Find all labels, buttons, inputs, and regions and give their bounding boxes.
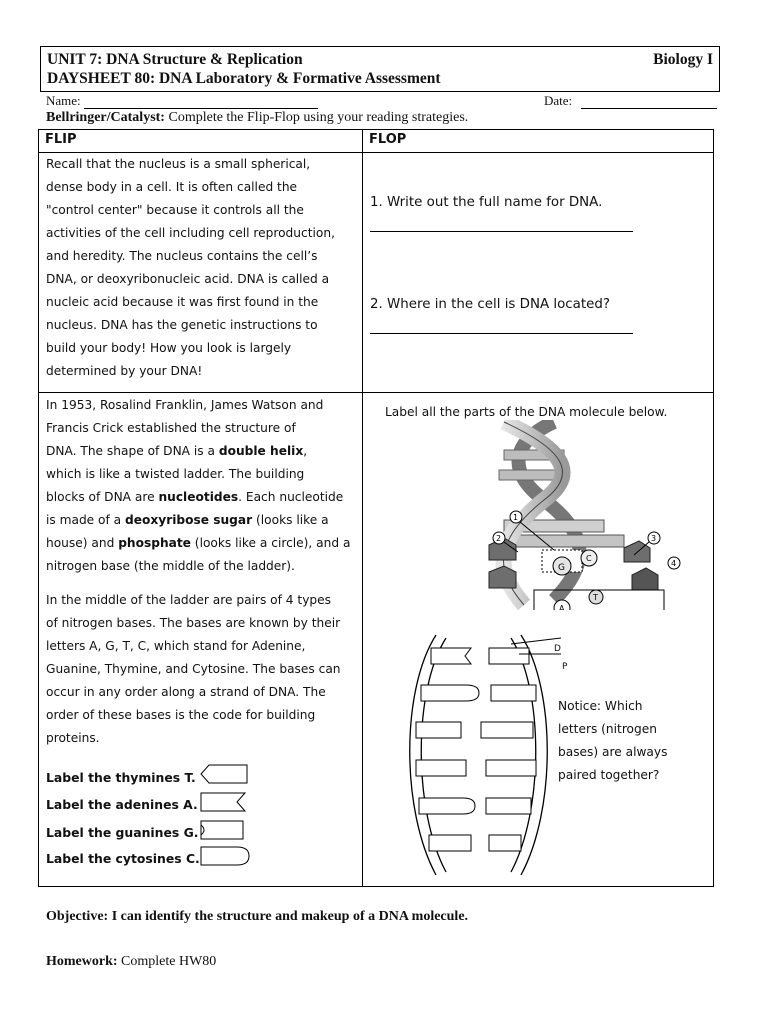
text-run: . Each nucleotide — [238, 490, 344, 504]
flip-paragraph-bases — [46, 589, 341, 750]
text-line: dense body in a cell. It is often called the — [46, 180, 298, 194]
text-line: nitrogen base (the middle of the ladder). — [46, 559, 295, 573]
flip-heading: FLIP — [45, 132, 77, 147]
base-label-a: A — [559, 604, 565, 610]
keyword-phosphate: phosphate — [118, 536, 191, 550]
date-label: Date: — [544, 93, 573, 108]
cytosine-shape-icon — [199, 845, 253, 867]
homework-label: Homework: — [46, 954, 118, 969]
text-line: Recall that the nucleus is a small spherical, — [46, 157, 311, 171]
name-blank[interactable] — [84, 108, 318, 109]
objective: Objective: I can identify the structure and makeup of a DNA molecule. — [46, 909, 469, 924]
text-line: In 1953, Rosalind Franklin, James Watson and — [46, 398, 324, 412]
dna-ladder-diagram — [391, 630, 566, 880]
header-box — [40, 46, 720, 92]
flip-paragraph-structure — [46, 394, 350, 578]
text-run: DNA. The shape of DNA is a — [46, 444, 219, 458]
text-line: letters A, G, T, C, which stand for Adenine, — [46, 639, 306, 653]
label-adenines: Label the adenines A. — [46, 797, 198, 812]
unit-title: UNIT 7: DNA Structure & Replication — [47, 51, 303, 68]
text-line: order of these bases is the code for building — [46, 708, 316, 722]
adenine-shape-icon — [199, 791, 249, 813]
text-run: blocks of DNA are — [46, 490, 159, 504]
keyword-deoxyribose-sugar: deoxyribose sugar — [125, 513, 253, 527]
text-line: build your body! How you look is largely — [46, 341, 292, 355]
course-name: Biology I — [653, 51, 713, 68]
text-line: of nitrogen bases. The bases are known by their — [46, 616, 341, 630]
thymine-shape-icon — [199, 763, 249, 785]
bellringer-label: Bellringer/Catalyst: — [46, 110, 165, 125]
label-thymines: Label the thymines T. — [46, 770, 196, 785]
text-line: which is like a twisted ladder. The building — [46, 467, 305, 481]
text-line: and heredity. The nucleus contains the cell’s — [46, 249, 318, 263]
text-run: (looks like a circle), and a — [190, 536, 351, 550]
guanine-shape-icon — [199, 819, 249, 841]
text-line: bases) are always — [558, 745, 668, 759]
notice-text — [558, 695, 667, 787]
diagram-instruction: Label all the parts of the DNA molecule below. — [385, 405, 668, 419]
homework — [46, 954, 216, 970]
text-line: Francis Crick established the structure of — [46, 421, 296, 435]
bellringer — [46, 110, 468, 126]
text-line: In the middle of the ladder are pairs of 4 types — [46, 593, 331, 607]
name-label: Name: — [46, 93, 81, 108]
callout-2: 2 — [496, 534, 502, 543]
text-line: paired together? — [558, 768, 660, 782]
column-divider — [362, 130, 363, 886]
text-line — [46, 532, 350, 555]
homework-text: Complete HW80 — [121, 954, 217, 969]
question-1: 1. Write out the full name for DNA. — [370, 195, 603, 210]
text-line: DNA, or deoxyribonucleic acid. DNA is called a — [46, 272, 330, 286]
label-guanines: Label the guanines G. — [46, 825, 199, 840]
text-line — [46, 486, 350, 509]
base-label-t: T — [593, 593, 598, 602]
text-line: occur in any order along a strand of DNA. The — [46, 685, 326, 699]
flip-paragraph-nucleus — [46, 153, 335, 383]
text-line: Notice: Which — [558, 699, 643, 713]
keyword-double-helix: double helix — [218, 444, 304, 458]
bellringer-text: Complete the Flip-Flop using your reading strategies. — [168, 110, 469, 125]
daysheet-title: DAYSHEET 80: DNA Laboratory & Formative Assessment — [47, 70, 441, 87]
text-line — [46, 509, 350, 532]
question-2: 2. Where in the cell is DNA located? — [370, 297, 610, 312]
date-blank[interactable] — [581, 108, 717, 109]
text-line: determined by your DNA! — [46, 364, 203, 378]
label-cytosines: Label the cytosines C. — [46, 851, 200, 866]
base-label-c: C — [586, 554, 592, 563]
text-line: activities of the cell including cell reproduction, — [46, 226, 335, 240]
text-run: , — [303, 444, 308, 458]
text-run: is made of a — [46, 513, 126, 527]
text-line: proteins. — [46, 731, 100, 745]
diagram-callouts — [444, 500, 684, 570]
side-label-p: P — [562, 662, 568, 672]
text-run: house) and — [46, 536, 119, 550]
text-line: letters (nitrogen — [558, 722, 657, 736]
text-line: nucleic acid because it was first found in the — [46, 295, 319, 309]
callout-1: 1 — [513, 513, 519, 522]
callout-4: 4 — [671, 559, 677, 568]
text-line: Guanine, Thymine, and Cytosine. The bases can — [46, 662, 341, 676]
keyword-nucleotides: nucleotides — [158, 490, 239, 504]
text-line — [46, 440, 350, 463]
flip-flop-table — [38, 129, 714, 887]
base-label-g: G — [558, 563, 565, 573]
side-label-d: D — [554, 644, 561, 654]
name-date-row — [46, 93, 720, 111]
answer-line-1[interactable] — [370, 231, 633, 232]
callout-3: 3 — [651, 534, 657, 543]
text-run: (looks like a — [252, 513, 329, 527]
text-line: "control center" because it controls all the — [46, 203, 304, 217]
text-line: nucleus. DNA has the genetic instructions to — [46, 318, 318, 332]
row-divider — [39, 392, 713, 393]
answer-line-2[interactable] — [370, 333, 633, 334]
flop-heading: FLOP — [369, 132, 407, 147]
